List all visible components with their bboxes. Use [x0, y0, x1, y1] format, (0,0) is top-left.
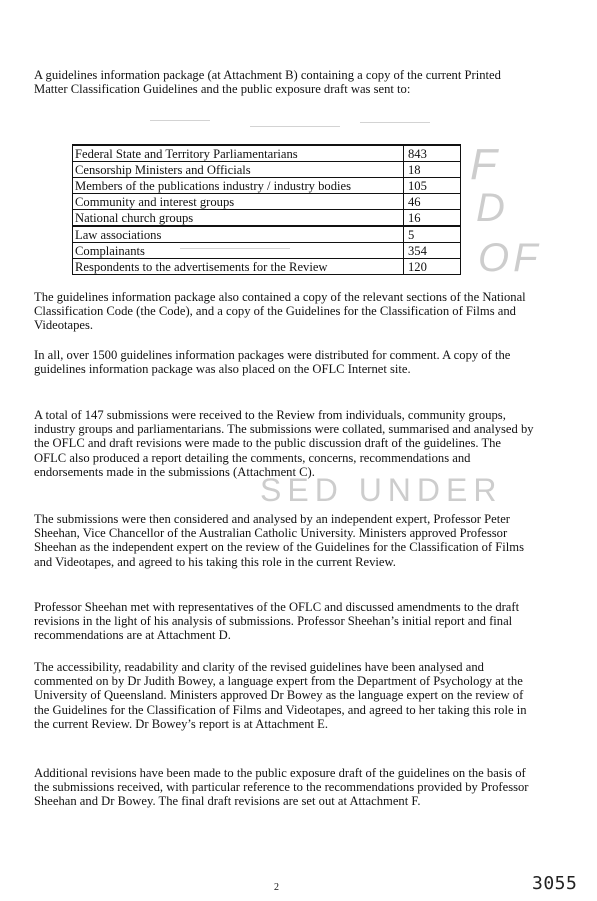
- watermark-of: OF: [478, 236, 542, 280]
- table-row: [73, 162, 461, 178]
- count-cell: 16: [404, 210, 461, 227]
- table-row: [73, 259, 461, 275]
- table-row: [73, 226, 461, 243]
- watermark-under: SED UNDER: [260, 472, 503, 508]
- count-cell: 46: [404, 194, 461, 210]
- scan-speckle: [180, 248, 290, 249]
- submissions-paragraph: A total of 147 submissions were received to the Review from individuals, community groups, industry groups and parliamentarians. The submissions were collated, summarised and analysed by the OFLC and draft revisions were made to the public discussion draft of the guidelines. The OFLC also produced a report detailing the comments, concerns, recommendations and endorsements made in the submissions (Attachment C).: [34, 408, 534, 479]
- independent-expert-paragraph: The submissions were then considered and analysed by an independent expert, Professor Peter Sheehan, Vice Chancellor of the Australian Catholic University. Ministers approved Professor Sheehan as the independent expert on the review of the Guidelines for the Classification of Films and Videotapes, and agreed to his taking this role in the current Review.: [34, 512, 524, 569]
- table-row: [73, 210, 461, 227]
- table-row: [73, 145, 461, 162]
- watermark-f: F: [470, 140, 497, 189]
- group-cell: Members of the publications industry / industry bodies: [73, 178, 404, 194]
- additional-revisions-paragraph: Additional revisions have been made to the public exposure draft of the guidelines on the basis of the submissions received, with particular reference to the recommendations provided by Professor Sheehan and Dr Bowey. The final draft revisions are set out at Attachment F.: [34, 766, 529, 809]
- sheehan-meeting-paragraph: Professor Sheehan met with representatives of the OFLC and discussed amendments to the draft revisions in the light of his analysis of submissions. Professor Sheehan’s initial report and final recommendations are at Attachment D.: [34, 600, 520, 643]
- table-row: [73, 243, 461, 259]
- table-row: [73, 194, 461, 210]
- count-cell: 5: [404, 226, 461, 243]
- scan-speckle: [150, 120, 210, 121]
- group-cell: Complainants: [73, 243, 404, 259]
- group-cell: Respondents to the advertisements for the Review: [73, 259, 404, 275]
- group-cell: Law associations: [73, 226, 404, 243]
- scan-speckle: [360, 122, 430, 123]
- intro-paragraph: A guidelines information package (at Attachment B) containing a copy of the current Printed Matter Classification Guidelines and the public exposure draft was sent to:: [34, 68, 501, 97]
- table-row: [73, 178, 461, 194]
- package-contents-paragraph: The guidelines information package also contained a copy of the relevant sections of the National Classification Code (the Code), and a copy of the Guidelines for the Classification of Films and Videotapes.: [34, 290, 526, 333]
- language-expert-paragraph: The accessibility, readability and clarity of the revised guidelines have been analysed and commented on by Dr Judith Bowey, a language expert from the Department of Psychology at the University of Queensland. Ministers approved Dr Bowey as the language expert on the review of the Guidelines for the Classification of Films and Videotapes, and agreed to her taking this role in the current Review. Dr Bowey’s report is at Attachment E.: [34, 660, 527, 731]
- page-number: 2: [274, 882, 279, 893]
- count-cell: 18: [404, 162, 461, 178]
- folio-stamp-number: 3055: [532, 873, 578, 894]
- group-cell: National church groups: [73, 210, 404, 227]
- count-cell: 120: [404, 259, 461, 275]
- count-cell: 843: [404, 145, 461, 162]
- group-cell: Community and interest groups: [73, 194, 404, 210]
- distribution-table: [72, 144, 461, 275]
- watermark-d: D: [476, 186, 505, 230]
- scan-speckle: [250, 126, 340, 127]
- count-cell: 105: [404, 178, 461, 194]
- group-cell: Federal State and Territory Parliamentarians: [73, 145, 404, 162]
- group-cell: Censorship Ministers and Officials: [73, 162, 404, 178]
- distribution-paragraph: In all, over 1500 guidelines information packages were distributed for comment. A copy of the guidelines information package was also placed on the OFLC Internet site.: [34, 348, 511, 377]
- count-cell: 354: [404, 243, 461, 259]
